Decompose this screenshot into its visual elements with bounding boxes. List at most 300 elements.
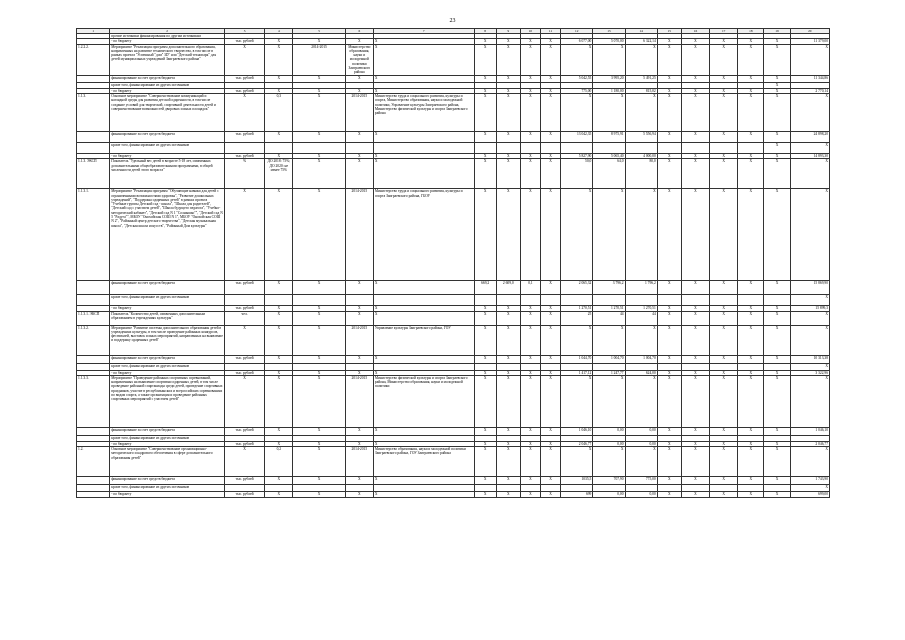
table-cell: X (657, 427, 681, 435)
table-cell: X (561, 447, 593, 477)
table-cell (265, 485, 293, 492)
table-cell (265, 142, 293, 153)
table-cell: 5 042,55 (561, 75, 593, 82)
table-cell: X (541, 441, 561, 446)
table-cell: X (474, 447, 496, 477)
table-cell: X (496, 153, 520, 158)
table-cell: тыс. рублей (224, 427, 264, 435)
table-cell: X (293, 375, 345, 427)
table-cell: X (345, 88, 373, 93)
table-cell: X (764, 427, 790, 435)
table-cell: 0,00 (593, 492, 625, 498)
table-cell (593, 363, 625, 370)
table-cell: X (593, 44, 625, 75)
table-cell: 1 270,51 (593, 306, 625, 311)
table-cell (345, 485, 373, 492)
header-cell: 15 (657, 29, 681, 34)
table-cell: - по бюджету (110, 88, 225, 93)
table-cell: 2014-2015 (345, 375, 373, 427)
table-cell: X (657, 75, 681, 82)
table-cell (77, 427, 110, 435)
table-cell: X (541, 88, 561, 93)
table-cell: X (657, 281, 681, 295)
header-cell: 4 (265, 29, 293, 34)
header-cell: 11 (541, 29, 561, 34)
table-cell: X (541, 189, 561, 281)
table-cell: X (657, 447, 681, 477)
table-cell: X (373, 44, 474, 75)
table-cell: X (373, 39, 474, 44)
table-cell: Х (474, 311, 496, 325)
table-cell: X (541, 477, 561, 485)
table-cell: X (710, 189, 738, 281)
header-cell: 8 (474, 29, 496, 34)
table-cell (224, 142, 264, 153)
table-cell: Мероприятие "Развитие системы дополнительного образования детей в учреждениях культуры, в том числе проведение районных конкурсов, фестивалей, выставок и иных мероприятий, направленных на выявление и поддержку одаренных детей" (110, 325, 225, 355)
table-cell: Х (790, 311, 829, 325)
table-cell: 1.1.3.2. (77, 325, 110, 355)
table-cell: X (764, 375, 790, 427)
table-cell: X (541, 44, 561, 75)
table-cell: X (625, 447, 657, 477)
table-cell: X (373, 477, 474, 485)
table-cell: X (345, 477, 373, 485)
table-cell: X (345, 441, 373, 446)
table-cell: кроме того, финансирование из других источников (110, 295, 225, 306)
table-cell: X (681, 153, 709, 158)
table-cell: X (738, 492, 764, 498)
table-cell: 707,90 (593, 477, 625, 485)
table-cell: X (293, 88, 345, 93)
table-row (77, 355, 830, 363)
table-cell: X (541, 492, 561, 498)
table-cell: X (496, 370, 520, 375)
table-cell: X (710, 88, 738, 93)
table-cell: X (790, 363, 829, 370)
table-cell: X (657, 370, 681, 375)
table-cell (373, 295, 474, 306)
table-cell: 815,02 (625, 88, 657, 93)
table-cell: X (657, 306, 681, 311)
table-cell: Мероприятие "Проведение районных спортивных соревнований, направленных на выявление спортивно одаренных детей, в том числе проведение районной спартакиады среди детей, проведение спортивных праздников, участие в республиканских и всероссийских соревнованиях по видам спорта, а также организация и проведение районных спортивных мероприятий с участием детей" (110, 375, 225, 427)
table-cell: 1 046,10 (790, 427, 829, 435)
table-row (77, 75, 830, 82)
table-cell: 11 344,86 (790, 75, 829, 82)
table-cell: X (738, 153, 764, 158)
table-cell: X (681, 477, 709, 485)
table-row (77, 311, 830, 325)
table-cell: Х (520, 311, 540, 325)
table-cell: X (657, 93, 681, 131)
table-cell: Х (345, 311, 373, 325)
table-cell: X (496, 492, 520, 498)
table-cell: кроме того, финансирование из других источников (110, 363, 225, 370)
table-cell: X (681, 447, 709, 477)
table-cell: X (657, 189, 681, 281)
table-cell (474, 363, 496, 370)
table-cell: ДО 2018: 75%; ДО 2020: не менее 75% (265, 159, 293, 189)
table-cell: X (790, 93, 829, 131)
table-cell: тыс. рублей (224, 281, 264, 295)
table-cell: - по бюджету (110, 153, 225, 158)
table-cell: X (496, 93, 520, 131)
table-cell: X (738, 75, 764, 82)
table-cell: X (474, 44, 496, 75)
table-cell (520, 363, 540, 370)
table-cell: X (657, 477, 681, 485)
table-row (77, 447, 830, 477)
table-cell: X (764, 189, 790, 281)
table-cell: X (373, 153, 474, 158)
table-cell: 1 270,51 (561, 306, 593, 311)
table-cell: X (657, 88, 681, 93)
table-cell: кроме того, финансирование из других источников (110, 82, 225, 88)
table-cell: 1 247,77 (593, 370, 625, 375)
table-cell (710, 485, 738, 492)
table-cell: X (738, 93, 764, 131)
table-cell: X (790, 44, 829, 75)
table-cell: Министерство труда и социального развития, культуры и спорта, Министерство образования, науки и молодежной политики, Управление культуры Заиграевского района, Министерство физической культуры и спорта Заиграевского района (373, 93, 474, 131)
table-cell: 1.1.3.1. (77, 189, 110, 281)
table-cell: X (474, 131, 496, 142)
table-cell: финансирование за счет средств бюджета (110, 281, 225, 295)
table-cell: X (625, 189, 657, 281)
table-cell (496, 295, 520, 306)
table-cell: X (474, 427, 496, 435)
table-cell: X (681, 44, 709, 75)
table-cell: 15 869,90 (790, 281, 829, 295)
table-cell: X (293, 93, 345, 131)
table-cell: 1 004,70 (625, 355, 657, 363)
table-cell: X (790, 295, 829, 306)
table-cell (496, 363, 520, 370)
table-cell: кроме того, финансирование из других источников (110, 142, 225, 153)
table-cell: X (265, 441, 293, 446)
table-cell: 64,0 (593, 159, 625, 189)
header-cell: 12 (561, 29, 593, 34)
table-cell: X (738, 189, 764, 281)
table-cell: X (738, 88, 764, 93)
table-cell: X (520, 492, 540, 498)
table-cell: X (710, 427, 738, 435)
table-cell: - по бюджету (110, 370, 225, 375)
program-table (76, 28, 830, 498)
table-cell: X (520, 375, 540, 427)
table-cell: X (345, 159, 373, 189)
table-cell: X (561, 44, 593, 75)
table-cell: X (496, 44, 520, 75)
table-cell: 2 065,32 (561, 281, 593, 295)
table-cell: X (738, 159, 764, 189)
table-cell: X (474, 477, 496, 485)
table-cell: 699 (561, 492, 593, 498)
table-cell: Х (657, 311, 681, 325)
table-cell: X (474, 88, 496, 93)
table-cell (224, 363, 264, 370)
header-cell: 7 (373, 29, 474, 34)
table-cell: X (265, 477, 293, 485)
table-cell: X (345, 370, 373, 375)
table-cell: Основное мероприятие "Совершенствование организационно-методического и кадрового обеспечения в сфере дополнительного образования детей" (110, 447, 225, 477)
table-cell: 3 322,96 (790, 370, 829, 375)
table-cell: X (293, 427, 345, 435)
table-cell (496, 142, 520, 153)
table-cell: X (738, 44, 764, 75)
table-cell: X (373, 88, 474, 93)
table-cell: X (224, 375, 264, 427)
table-cell: X (265, 88, 293, 93)
table-cell: тыс. рублей (224, 88, 264, 93)
table-cell: 2 046,77 (561, 441, 593, 446)
table-cell: X (345, 281, 373, 295)
table-cell (541, 485, 561, 492)
table-cell: X (561, 93, 593, 131)
table-cell: 0,00 (625, 441, 657, 446)
table-cell: X (764, 93, 790, 131)
table-cell: 80,0 (625, 159, 657, 189)
table-cell: 5 827,90 (561, 153, 593, 158)
table-cell: X (373, 306, 474, 311)
table-cell: тыс. рублей (224, 153, 264, 158)
table-cell: X (293, 189, 345, 281)
table-row (77, 189, 830, 281)
table-cell: 0,00 (625, 427, 657, 435)
table-cell: 24 898,20 (790, 131, 829, 142)
table-cell: X (373, 370, 474, 375)
table-cell: X (293, 39, 345, 44)
table-cell: 1.2.2.2. (77, 44, 110, 75)
table-cell: X (710, 375, 738, 427)
table-cell (77, 281, 110, 295)
table-cell: X (657, 44, 681, 75)
table-cell (345, 142, 373, 153)
table-cell: X (738, 477, 764, 485)
table-cell (764, 363, 790, 370)
table-cell: X (520, 477, 540, 485)
table-cell: 1 417,12 (561, 370, 593, 375)
table-cell: X (520, 427, 540, 435)
table-cell: 1 270,51 (625, 306, 657, 311)
table-cell (625, 363, 657, 370)
table-cell: X (373, 355, 474, 363)
table-cell: X (561, 375, 593, 427)
table-cell: финансирование за счет средств бюджета (110, 131, 225, 142)
table-cell: X (710, 93, 738, 131)
table-cell: X (520, 447, 540, 477)
table-cell: X (496, 375, 520, 427)
header-cell: 18 (738, 29, 764, 34)
table-cell: X (790, 142, 829, 153)
table-cell: Мероприятие "Реализация программ "Обучающие навыки для детей с ограниченными возможностями здоровья", "Развитие дошкольных учреждений", "Поддержка одаренных детей" в рамках проекта "Учебные группы Детский сад - школа", "Школа для родителей", "Детский сад с участием детей", "Школа будущего педагога", "Учебно-методический кабинет", "Детский сад N 1 "Солнышко"", "Детский сад N 5 "Радуга"", МБОУ "Онохойская СОШ N 1", МБОУ "Онохойская СОШ N 2", "Районный центр детского творчества", "Детская музыкальная школа", "Детская школа искусств", "Районный Дом культуры" (110, 189, 225, 281)
table-cell (265, 363, 293, 370)
table-cell: X (496, 159, 520, 189)
table-cell: X (657, 441, 681, 446)
table-cell (710, 142, 738, 153)
table-cell: X (474, 153, 496, 158)
table-cell: X (738, 427, 764, 435)
table-cell: X (593, 375, 625, 427)
table-cell (474, 485, 496, 492)
table-cell: X (293, 325, 345, 355)
table-cell: 669,2 (474, 281, 496, 295)
table-cell: 2 046,77 (790, 441, 829, 446)
table-cell: X (474, 492, 496, 498)
table-cell: X (293, 477, 345, 485)
table-cell: Х (764, 311, 790, 325)
table-cell: X (561, 325, 593, 355)
table-cell (345, 363, 373, 370)
table-cell: X (265, 189, 293, 281)
table-cell: Показатель "Удельный вес детей в возрасте 5-18 лет, охваченных дополнительными общеобразовательными программами, в общей численности детей этого возраста" (110, 159, 225, 189)
table-cell: X (541, 427, 561, 435)
table-cell: X (265, 153, 293, 158)
table-cell (520, 295, 540, 306)
table-cell (541, 142, 561, 153)
table-cell: X (764, 88, 790, 93)
table-cell: кроме того, финансирование из других источников (110, 485, 225, 492)
table-cell: X (541, 447, 561, 477)
table-cell: X (345, 306, 373, 311)
table-cell: X (293, 153, 345, 158)
table-cell: - по бюджету (110, 492, 225, 498)
table-cell: X (541, 281, 561, 295)
table-cell: X (520, 153, 540, 158)
header-cell: 13 (593, 29, 625, 34)
table-cell: X (224, 325, 264, 355)
table-cell (541, 295, 561, 306)
table-cell: X (474, 325, 496, 355)
table-cell: % (224, 159, 264, 189)
table-cell: 11 379,00 (790, 39, 829, 44)
table-cell: X (265, 355, 293, 363)
table-cell: 13 042,35 (561, 131, 593, 142)
table-cell: X (496, 355, 520, 363)
table-cell: X (541, 306, 561, 311)
table-cell: X (738, 306, 764, 311)
table-cell: X (265, 325, 293, 355)
table-cell: X (474, 159, 496, 189)
table-cell: 1.1.3.3. (77, 375, 110, 427)
table-cell (561, 142, 593, 153)
table-cell: 1 044,70 (561, 355, 593, 363)
table-cell: X (764, 153, 790, 158)
table-cell: X (790, 189, 829, 281)
table-cell: финансирование за счет средств бюджета (110, 477, 225, 485)
table-cell: X (474, 39, 496, 44)
table-cell: X (474, 355, 496, 363)
table-cell (520, 142, 540, 153)
table-cell: 775,00 (561, 88, 593, 93)
table-cell: 624,00 (625, 370, 657, 375)
table-cell: X (345, 427, 373, 435)
table-cell: X (738, 375, 764, 427)
table-cell: 6 322,14 (625, 39, 657, 44)
table-cell: X (738, 441, 764, 446)
table-cell (373, 142, 474, 153)
table-cell: 1035,5 (561, 477, 593, 485)
table-cell: X (710, 325, 738, 355)
table-cell (345, 295, 373, 306)
table-cell: X (710, 131, 738, 142)
header-cell: 1 (77, 29, 110, 34)
table-cell: 1 046,10 (561, 427, 593, 435)
table-cell: X (764, 355, 790, 363)
table-cell: тыс. рублей (224, 39, 264, 44)
table-cell: X (764, 306, 790, 311)
table-cell: X (520, 441, 540, 446)
table-cell: 5 065,40 (593, 153, 625, 158)
table-cell: X (764, 370, 790, 375)
table-cell: X (293, 281, 345, 295)
table-cell: Х (496, 311, 520, 325)
header-cell: 14 (625, 29, 657, 34)
table-cell: Показатель "Количество детей, охваченных дополнительным образованием в учреждениях культуры" (110, 311, 225, 325)
table-cell: Х (373, 311, 474, 325)
table-cell (657, 142, 681, 153)
table-cell: X (593, 447, 625, 477)
table-cell: X (710, 306, 738, 311)
table-cell: X (738, 131, 764, 142)
table-cell: 44 (593, 311, 625, 325)
table-cell: X (764, 39, 790, 44)
table-cell: 1.1.3.1. ЭКСП (77, 311, 110, 325)
table-row (77, 295, 830, 306)
table-cell: X (265, 75, 293, 82)
table-cell: Мероприятие "Реализация программ дополнительного образования, направленных на развитие технического творчества, в том числе в рамках проекта "Успешный "дом" 3D" или "Детский технопарк" для детей муниципальных учреждений Заиграевского района" (110, 44, 225, 75)
table-cell (710, 363, 738, 370)
table-cell: X (474, 370, 496, 375)
table-cell: 3 796,2 (593, 281, 625, 295)
table-cell: X (496, 131, 520, 142)
table-cell: X (474, 441, 496, 446)
table-cell: X (541, 375, 561, 427)
table-cell: X (474, 93, 496, 131)
table-cell: X (496, 477, 520, 485)
table-row (77, 375, 830, 427)
table-cell: X (541, 355, 561, 363)
table-cell: X (293, 75, 345, 82)
table-cell: X (265, 427, 293, 435)
table-cell: X (681, 131, 709, 142)
table-cell: 4 000,00 (625, 153, 657, 158)
table-cell: X (710, 44, 738, 75)
table-cell: 699,00 (790, 492, 829, 498)
table-row (77, 477, 830, 485)
table-cell: X (681, 325, 709, 355)
table-body (77, 29, 830, 498)
table-cell: X (657, 492, 681, 498)
table-cell: - по бюджету (110, 306, 225, 311)
table-cell: X (790, 325, 829, 355)
header-cell: 17 (710, 29, 738, 34)
table-cell: X (474, 75, 496, 82)
table-cell: тыс. рублей (224, 370, 264, 375)
table-cell: X (496, 88, 520, 93)
table-cell: X (474, 306, 496, 311)
table-cell: X (764, 281, 790, 295)
table-cell: X (738, 39, 764, 44)
table-cell: X (764, 492, 790, 498)
header-cell: 5 (293, 29, 345, 34)
table-cell: X (541, 159, 561, 189)
table-cell: X (681, 441, 709, 446)
header-cell: 19 (764, 29, 790, 34)
table-cell: X (541, 131, 561, 142)
table-cell: X (681, 306, 709, 311)
table-cell: X (541, 370, 561, 375)
table-cell: финансирование за счет средств бюджета (110, 355, 225, 363)
table-cell (224, 295, 264, 306)
